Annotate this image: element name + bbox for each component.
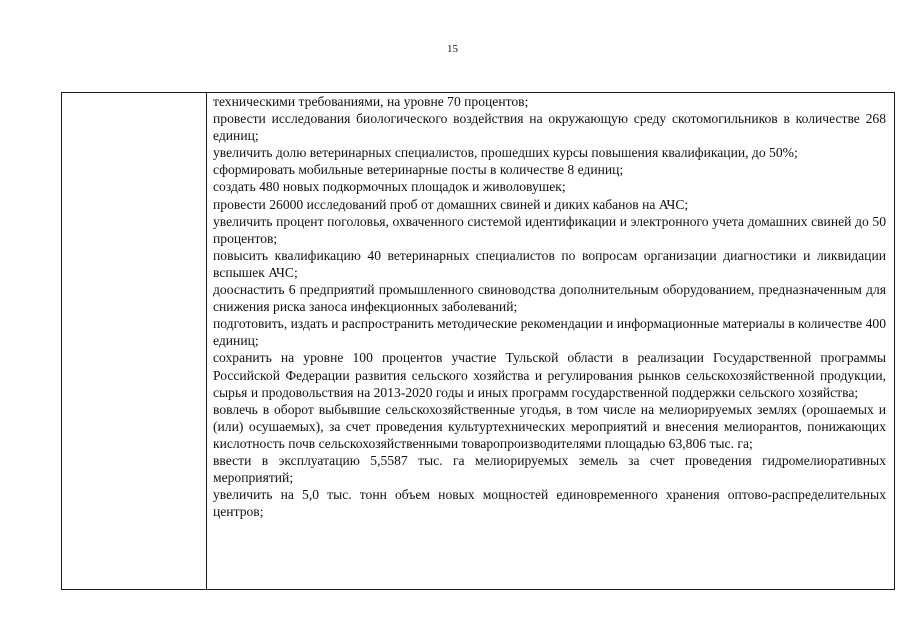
paragraph-5: создать 480 новых подкормочных площадок и живоловушек; — [213, 179, 566, 195]
paragraph-8: повысить квалификацию 40 ветеринарных специалистов по вопросам организации диагностики и ликвидации вспышек АЧС; — [213, 247, 886, 280]
paragraph-6: провести 26000 исследований проб от домашних свиней и диких кабанов на АЧС; — [213, 196, 689, 212]
paragraph-13: ввести в эксплуатацию 5,5587 тыс. га мелиорируемых земель за счет проведения гидромелиоративных мероприятий; — [213, 452, 886, 486]
paragraph-3: увеличить долю ветеринарных специалистов, прошедших курсы повышения квалификации, до 50%; — [213, 145, 798, 161]
paragraph-1: техническими требованиями, на уровне 70 процентов; — [213, 94, 529, 109]
paragraph-12: вовлечь в оборот выбывшие сельскохозяйственные угодья, в том числе на мелиорируемых землях (орошаемых и (или) осушаемых), за счет проведения культуртехнических мероприятий и внесения мелиорантов, понижающих кислотность почв сельскохозяйственными товаропроизводителями площадью 63,806 тыс. га; — [213, 401, 886, 451]
paragraph-4: сформировать мобильные ветеринарные посты в количестве 8 единиц; — [213, 162, 624, 178]
paragraph-2: провести исследования биологического воздействия на окружающую среду скотомогильников в количестве 268 единиц; — [213, 111, 886, 144]
paragraph-10: подготовить, издать и распространить методические рекомендации и информационные материалы в количестве 400 единиц; — [213, 316, 886, 349]
document-table — [61, 92, 895, 590]
left-table-cell — [62, 93, 207, 589]
paragraph-9: дооснастить 6 предприятий промышленного свиноводства дополнительным оборудованием, предназначенным для снижения риска заноса инфекционных заболеваний; — [213, 282, 886, 315]
page-number: 15 — [447, 43, 458, 55]
right-table-cell — [207, 93, 894, 589]
paragraph-14: увеличить на 5,0 тыс. тонн объем новых мощностей единовременного хранения оптово-распределительных центров; — [213, 487, 886, 520]
paragraph-7: увеличить процент поголовья, охваченного системой идентификации и электронного учета домашних свиней до 50 процентов; — [213, 213, 886, 246]
paragraph-11: сохранить на уровне 100 процентов участие Тульской области в реализации Государственной программы Российской Федерации развития сельского хозяйства и регулирования рынков сельскохозяйственной продукции, сырья и продовольствия на 2013-2020 годы и иных программ государственной поддержки сельского хозяйства; — [213, 350, 886, 400]
